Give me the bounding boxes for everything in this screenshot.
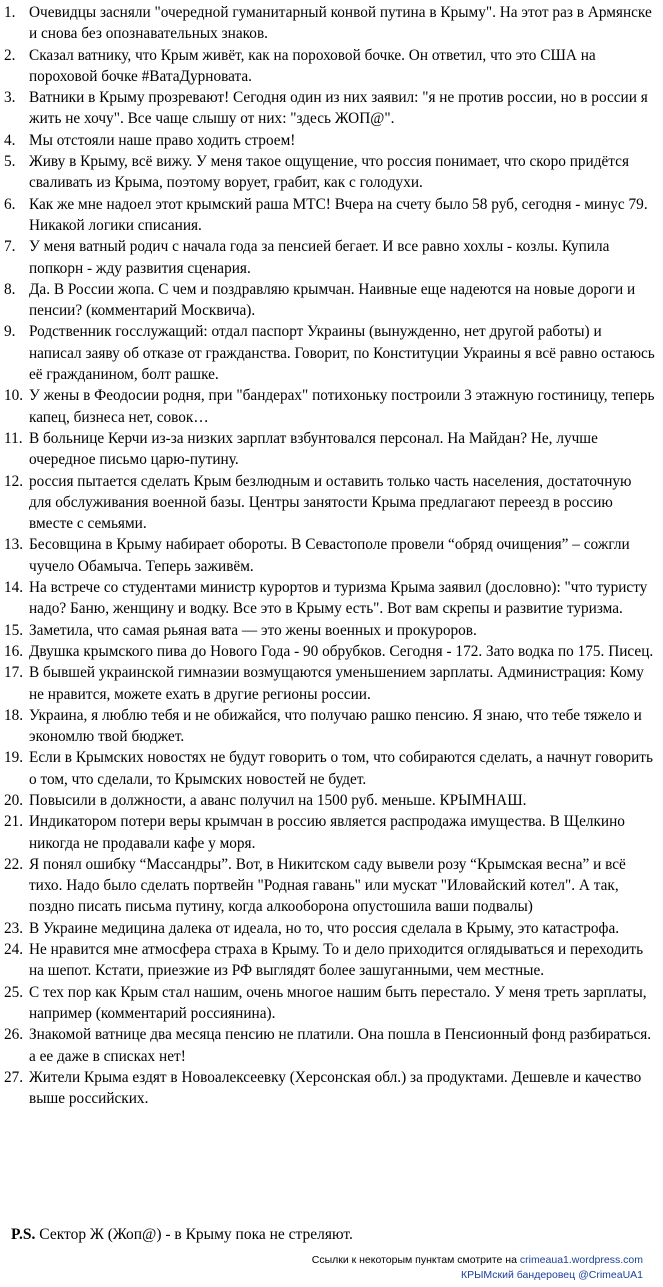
- list-item: [0, 151, 660, 194]
- list-item-text: Родственник госслужащий: отдал паспорт Украины (вынужденно, нет другой работы) и написал заяву об отказе от гражданства. Говорит, по Конституции Украины я всё равно остаюсь её гражданином, болт рашке.: [29, 323, 655, 384]
- list-item: [0, 662, 660, 705]
- list-item-text: Очевидцы засняли "очередной гуманитарный конвой путина в Крыму". На этот раз в Армянске и снова без опознавательных знаков.: [29, 4, 652, 43]
- list-item-number: 14.: [4, 579, 24, 597]
- list-item: [0, 2, 660, 45]
- postscript-label: P.S.: [11, 1226, 36, 1243]
- list-item-number: 27.: [4, 1068, 24, 1086]
- list-item-text: Украина, я люблю тебя и не обижайся, что получаю рашко пенсию. Я знаю, что тебе тяжело и экономлю твой бюджет.: [29, 706, 642, 746]
- list-item-number: 10.: [4, 387, 24, 405]
- footer-credits: [312, 1253, 643, 1283]
- list-item: [0, 747, 660, 790]
- list-item: [0, 534, 660, 577]
- list-item-text: Жители Крыма ездят в Новоалексеевку (Херсонская обл.) за продуктами. Дешевле и качество выше российских.: [29, 1068, 642, 1108]
- list-item-number: 2.: [4, 46, 16, 64]
- list-item-number: 8.: [4, 280, 16, 298]
- list-item-text: Да. В России жопа. С чем и поздравляю крымчан. Наивные еще надеются на новые дороги и пенсии? (комментарий Москвича).: [29, 280, 636, 320]
- list-item: [0, 854, 660, 918]
- list-item-number: 20.: [4, 791, 24, 809]
- postscript: [11, 1224, 353, 1245]
- links-prefix: Ссылки к некоторым пунктам смотрите на: [311, 1254, 520, 1266]
- list-item-text: Сказал ватнику, что Крым живёт, как на пороховой бочке. Он ответил, что это США на пороховой бочке #ВатаДурновата.: [29, 46, 596, 85]
- list-item: [0, 471, 660, 535]
- list-item-number: 17.: [4, 664, 24, 682]
- list-item-number: 9.: [4, 323, 16, 341]
- list-item-text: Как же мне надоел этот крымский раша МТС! Вчера на счету было 58 руб, сегодня - минус 79. Никакой логики списания.: [29, 195, 648, 234]
- list-item-number: 22.: [4, 855, 24, 873]
- list-item-number: 7.: [4, 238, 16, 256]
- list-item-number: 25.: [4, 983, 24, 1001]
- list-item-number: 16.: [4, 642, 24, 660]
- list-item: [0, 1024, 660, 1067]
- list-item-number: 13.: [4, 536, 24, 554]
- list-item: [0, 918, 660, 939]
- list-item-text: Знакомой ватнице два месяца пенсию не платили. Она пошла в Пенсионный фонд разбираться. а ее даже в списках нет!: [29, 1026, 652, 1065]
- list-item: [0, 236, 660, 279]
- list-item: [0, 577, 660, 620]
- list-item-number: 15.: [4, 621, 24, 639]
- list-item: [0, 87, 660, 130]
- list-item-number: 23.: [4, 919, 24, 937]
- list-item-number: 21.: [4, 813, 24, 831]
- list-item-text: Индикатором потери веры крымчан в россию является распродажа имущества. В Щелкино никогда не продавали кафе у моря.: [29, 813, 625, 852]
- list-item-number: 6.: [4, 195, 16, 213]
- author-credit[interactable]: КРЫМский бандеровец @CrimeaUA1: [461, 1269, 643, 1281]
- list-item: [0, 811, 660, 854]
- list-item: [0, 620, 660, 641]
- list-item-number: 24.: [4, 941, 24, 959]
- list-item: [0, 194, 660, 237]
- list-item-text: У жены в Феодосии родня, при "бандерах" потихоньку построили 3 этажную гостиницу, теперь капец, бизнеса нет, совок…: [29, 387, 655, 426]
- list-item: [0, 428, 660, 471]
- list-item-number: 5.: [4, 153, 16, 171]
- list-item-number: 18.: [4, 706, 24, 724]
- list-item: [0, 45, 660, 88]
- postscript-text: Сектор Ж (Жоп@) - в Крыму пока не стреляют.: [35, 1226, 353, 1243]
- list-item-text: На встрече со студентами министр курортов и туризма Крыма заявил (дословно): "что туристу надо? Баню, женщину и водку. Все это в Крыму есть". Вот вам скрепы и развитие туризма.: [29, 579, 648, 618]
- list-item-number: 1.: [4, 4, 16, 21]
- list-item-text: Двушка крымского пива до Нового Года - 90 обрубков. Сегодня - 172. Зато водка по 175. Писец.: [29, 642, 654, 660]
- list-item: [0, 279, 660, 322]
- list-item: [0, 641, 660, 662]
- numbered-list: [0, 2, 660, 1109]
- list-item-text: Заметила, что самая рьяная вата — это жены военных и прокуроров.: [29, 621, 477, 639]
- list-item-text: У меня ватный родич с начала года за пенсией бегает. И все равно хохлы - козлы. Купила попкорн - жду развития сценария.: [29, 238, 610, 277]
- list-item-text: Повысили в должности, а аванс получил на 1500 руб. меньше. КРЫМНАШ.: [29, 791, 527, 809]
- list-item: [0, 982, 660, 1025]
- list-item: [0, 130, 660, 151]
- list-item: [0, 705, 660, 748]
- list-item: [0, 790, 660, 811]
- list-item-text: Живу в Крыму, всё вижу. У меня такое ощущение, что россия понимает, что скоро придётся сваливать из Крыма, поэтому ворует, грабит, как с голодухи.: [29, 153, 630, 192]
- links-note: [312, 1253, 643, 1268]
- list-item: [0, 385, 660, 428]
- list-item-number: 4.: [4, 131, 16, 149]
- list-item-number: 19.: [4, 749, 24, 767]
- list-item-text: С тех пор как Крым стал нашим, очень многое нашим быть перестало. У меня треть зарплаты, например (комментарий россиянина).: [29, 983, 647, 1022]
- list-item-number: 11.: [4, 429, 23, 447]
- list-item: [0, 1067, 660, 1110]
- list-item: [0, 321, 660, 385]
- list-item-number: 12.: [4, 472, 24, 490]
- list-item-text: Бесовщина в Крыму набирает обороты. В Севастополе провели “обряд очищения” – сожгли чучело Обамыча. Теперь заживём.: [29, 536, 630, 575]
- list-item-text: Я понял ошибку “Массандры”. Вот, в Никитском саду вывели розу “Крымская весна” и всё тихо. Надо было сделать портвейн "Родная гавань" или мускат "Иловайский котел". А так, поздно писать письма путину, когда алкооборона опустошила ваши подвалы): [29, 855, 626, 916]
- list-item: [0, 939, 660, 982]
- list-item-text: В Украине медицина далека от идеала, но то, что россия сделала в Крыму, это катастрофа.: [29, 919, 620, 937]
- list-item-number: 26.: [4, 1026, 24, 1044]
- list-item-text: В больнице Керчи из-за низких зарплат взбунтовался персонал. На Майдан? Не, лучше очередное письмо царю-путину.: [29, 429, 598, 469]
- list-item-text: Не нравится мне атмосфера страха в Крыму. То и дело приходится оглядываться и переходить на шепот. Кстати, приезжие из РФ выглядят более зашуганными, чем местные.: [29, 941, 644, 980]
- list-item-number: 3.: [4, 89, 16, 107]
- list-item-text: Мы отстояли наше право ходить строем!: [29, 131, 296, 149]
- list-item-text: Ватники в Крыму прозревают! Сегодня один из них заявил: "я не против россии, но в россии я жить не хочу". Все чаще слышу от них: "здесь ЖОП@".: [29, 89, 648, 128]
- list-item-text: В бывшей украинской гимназии возмущаются уменьшением зарплаты. Администрация: Кому не нравится, можете ехать в другие регионы россии.: [29, 664, 644, 703]
- list-item-text: россия пытается сделать Крым безлюдным и оставить только часть населения, достаточную для обслуживания военной базы. Центры занятости Крыма предлагают переезд в россию вместе с семьями.: [29, 472, 632, 533]
- site-link[interactable]: crimeaua1.wordpress.com: [519, 1254, 643, 1266]
- list-item-text: Если в Крымских новостях не будут говорить о том, что собираются сделать, а начнут говорить о том, что сделали, то Крымских новостей не будет.: [29, 749, 653, 788]
